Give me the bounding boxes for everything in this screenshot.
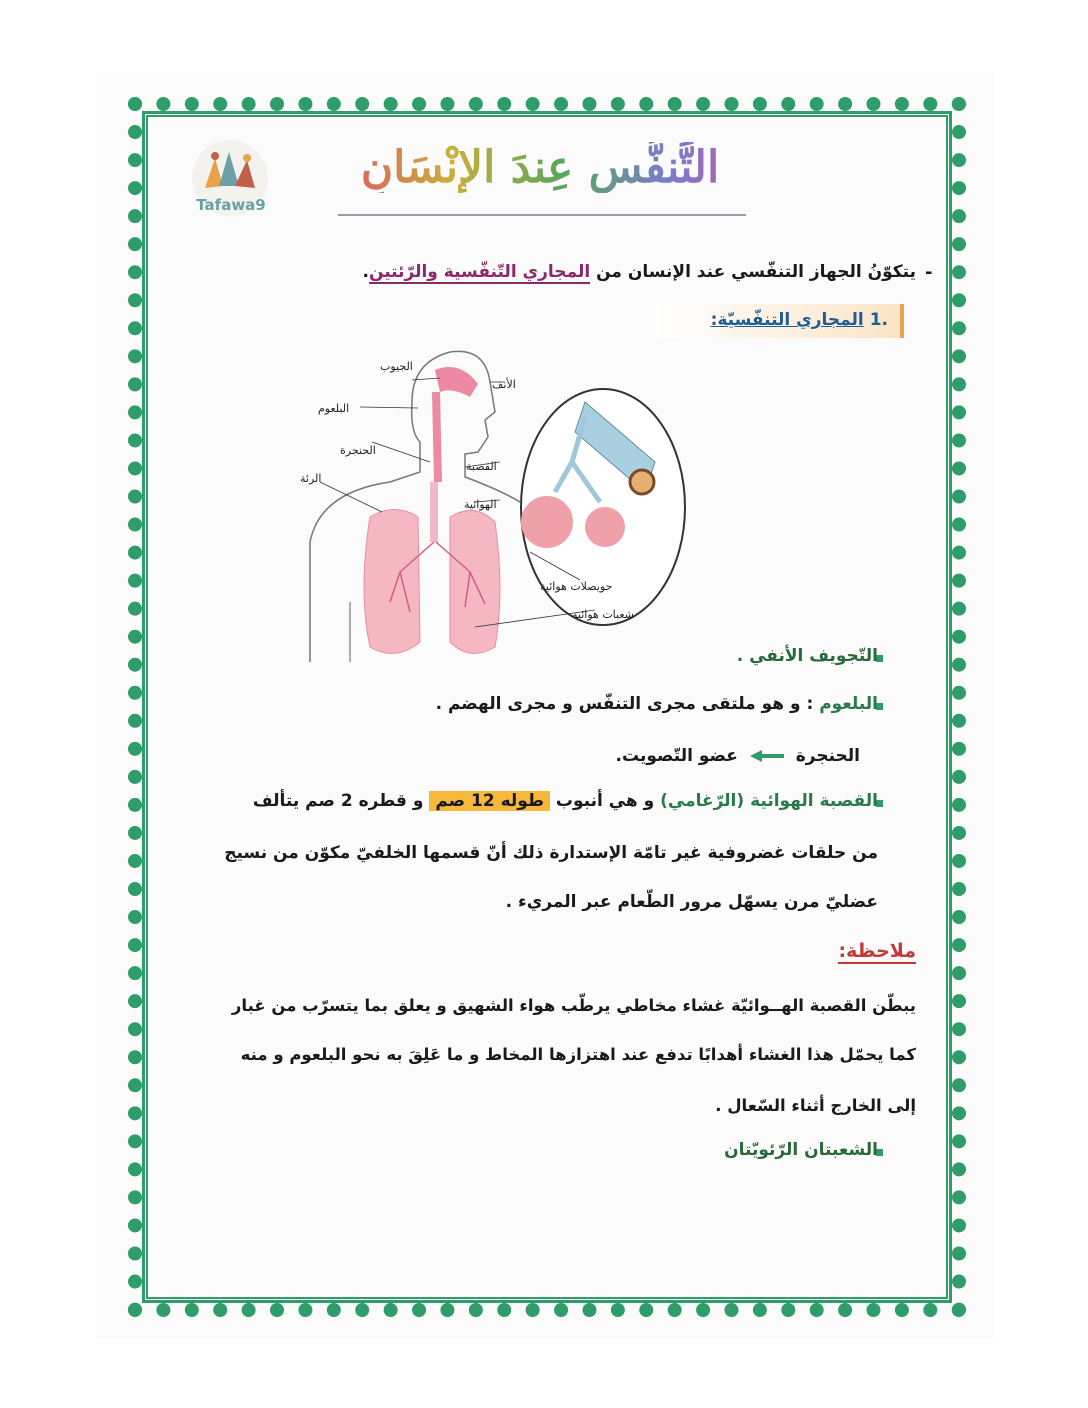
trachea-shape [430, 482, 438, 542]
intro-highlight: المجاري التّنفّسية والرّئتين [368, 262, 591, 282]
section-number: .1 [869, 310, 888, 330]
label-trachea-1: القصبة [466, 460, 497, 473]
arrow-left-icon [750, 750, 784, 762]
intro-dash: - [925, 262, 933, 283]
intro-end: . [362, 262, 369, 282]
intro-sentence [362, 262, 916, 282]
logo-text: Tafawa9 [196, 196, 266, 214]
item-trachea [253, 791, 878, 811]
item-bronchi: الشعبتان الرّئويّتان [724, 1140, 878, 1160]
larynx-term: الحنجرة [795, 746, 860, 766]
trachea-term: القصبة الهوائية (الرّغامي) [660, 791, 878, 811]
note-line-3: إلى الخارج أثناء السّعال . [715, 1096, 916, 1115]
trachea-line-2: من حلقات غضروفية غير تامّة الإستدارة ذلك أنّ قسمها الخلفيّ مكوّن من نسيج [224, 843, 878, 863]
section-title: المجاري التنفّسيّة: [710, 310, 864, 330]
larynx-desc: عضو التّصويت. [615, 746, 738, 766]
tafawa9-logo-icon [185, 138, 275, 230]
pharynx-shape [432, 392, 442, 482]
trachea-mid: و هي أنبوب [549, 791, 661, 811]
label-bronchioles: شعبات هوائية [572, 608, 634, 621]
item-nasal: التّجويف الأنفي . [736, 646, 878, 666]
note-line-2: كما يحمّل هذا الغشاء أهدابًا تدفع عند اهتزازها المخاط و ما عَلِقَ به نحو البلعوم و منه [240, 1045, 916, 1064]
respiratory-system-diagram [300, 342, 690, 664]
section-heading [656, 304, 904, 338]
trachea-line-3: عضليّ مرن يسهّل مرور الطّعام عبر المريء . [505, 892, 878, 912]
label-sinuses: الجيوب [380, 360, 413, 373]
pharynx-desc: : و هو ملتقى مجرى التنفّس و مجرى الهضم . [435, 694, 820, 714]
trachea-length-highlight: طوله 12 صم [429, 791, 550, 811]
label-pharynx: البلعوم [318, 402, 350, 415]
label-larynx: الحنجرة [340, 444, 376, 457]
note-heading: ملاحظة: [838, 940, 916, 962]
left-lung [364, 510, 420, 654]
trachea-end: و قطره 2 صم يتألف [252, 791, 430, 811]
page-title: التَّنفُّس عِندَ الإنْسَانِ [320, 142, 760, 193]
tube-section [630, 470, 654, 494]
label-lung: الرئة [300, 472, 322, 485]
item-larynx [616, 746, 860, 766]
note-line-1: يبطّن القصبة الهــوائيّة غشاء مخاطي يرطّب هواء الشهيق و يعلق بما يتسرّب من غبار [231, 996, 916, 1015]
pharynx-term: البلعوم [819, 694, 878, 714]
alveoli-cluster-2 [585, 507, 625, 547]
label-trachea-2: الهوائية [464, 498, 497, 511]
intro-text: يتكوّنُ الجهاز التنفّسي عند الإنسان من [590, 262, 916, 282]
item-pharynx [436, 694, 878, 714]
nasal-cavity [435, 367, 478, 397]
alveoli-cluster-1 [521, 496, 573, 548]
label-nose: الأنف [492, 378, 516, 391]
title-underline [338, 214, 746, 216]
label-alveoli: حويصلات هوائية [540, 580, 613, 593]
